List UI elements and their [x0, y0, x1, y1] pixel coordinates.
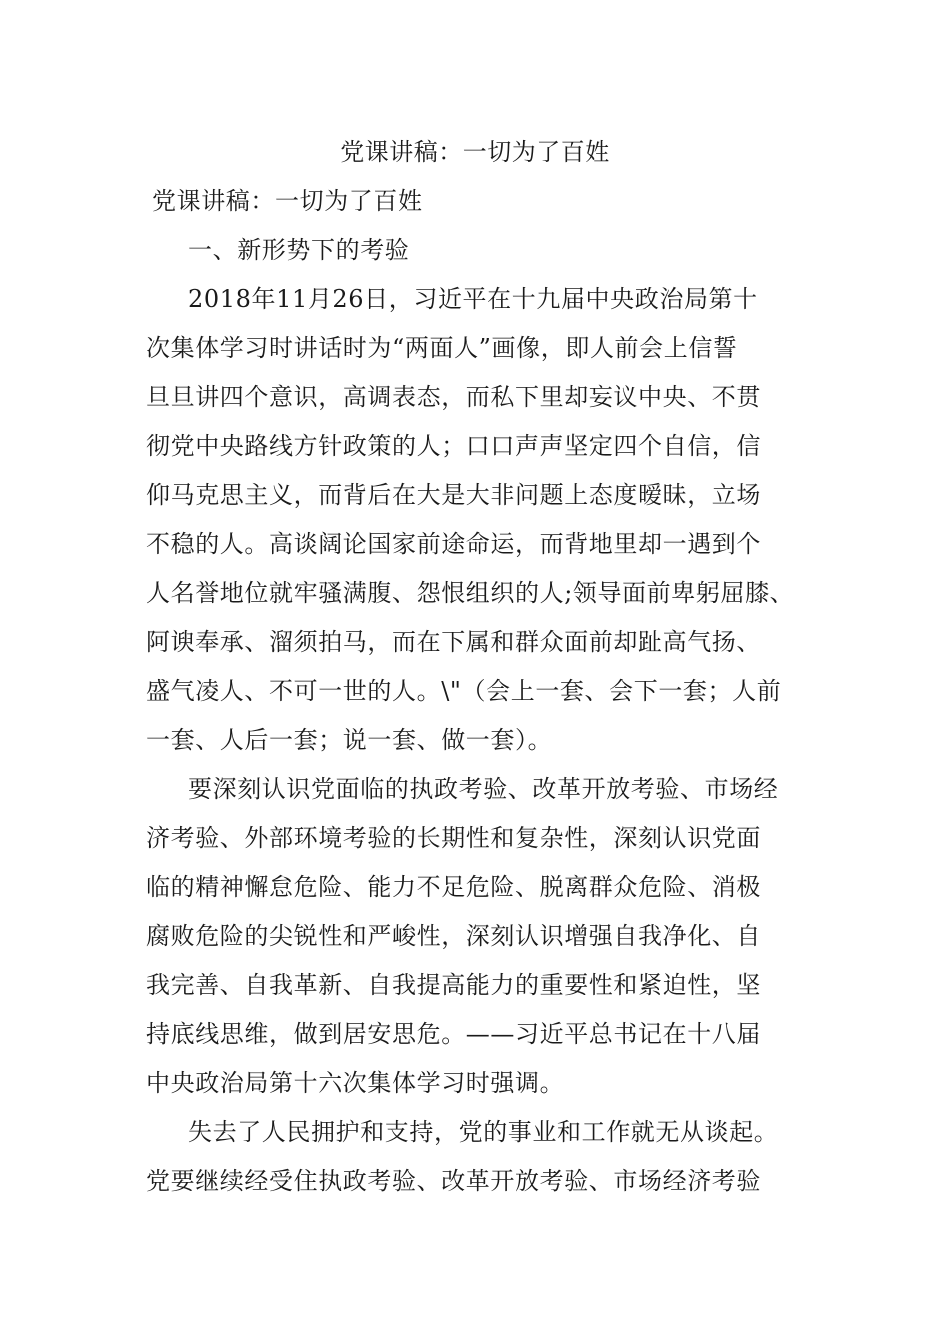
paragraph-line: 济考验、外部环境考验的长期性和复杂性，深刻认识党面 — [146, 824, 761, 852]
paragraph-line: 旦旦讲四个意识，高调表态，而私下里却妄议中央、不贯 — [146, 383, 761, 411]
paragraph-line: 中央政治局第十六次集体学习时强调。 — [146, 1069, 565, 1097]
paragraph-3 — [146, 1114, 826, 1212]
document-title: 党课讲稿：一切为了百姓 — [340, 138, 610, 166]
paragraph-line: 党要继续经受住执政考验、改革开放考验、市场经济考验 — [146, 1167, 761, 1195]
paragraph-1 — [146, 281, 826, 771]
document-body — [146, 183, 826, 1212]
document-subtitle: 党课讲稿：一切为了百姓 — [152, 187, 423, 215]
paragraph-line: 2018年11月26日，习近平在十九届中央政治局第十 — [188, 285, 758, 313]
paragraph-line: 不稳的人。高谈阔论国家前途命运，而背地里却一遇到个 — [146, 530, 761, 558]
paragraph-line: 要深刻认识党面临的执政考验、改革开放考验、市场经 — [188, 775, 779, 803]
paragraph-line: 临的精神懈怠危险、能力不足危险、脱离群众危险、消极 — [146, 873, 761, 901]
paragraph-line: 持底线思维，做到居安思危。——习近平总书记在十八届 — [146, 1020, 761, 1048]
paragraph-line: 次集体学习时讲话时为“两面人”画像，即人前会上信誓 — [146, 334, 738, 362]
paragraph-line: 阿谀奉承、溜须拍马，而在下属和群众面前却趾高气扬、 — [146, 628, 761, 656]
section-heading: 一、新形势下的考验 — [188, 236, 410, 264]
paragraph-line: 一套、人后一套；说一套、做一套）。 — [146, 726, 553, 754]
paragraph-line: 彻党中央路线方针政策的人；口口声声坚定四个自信，信 — [146, 432, 761, 460]
paragraph-line: 盛气凌人、不可一世的人。\"（会上一套、会下一套；人前 — [146, 677, 782, 705]
paragraph-2 — [146, 771, 826, 1114]
paragraph-line: 仰马克思主义，而背后在大是大非问题上态度暧昧，立场 — [146, 481, 761, 509]
paragraph-line: 腐败危险的尖锐性和严峻性，深刻认识增强自我净化、自 — [146, 922, 761, 950]
paragraph-line: 失去了人民拥护和支持，党的事业和工作就无从谈起。 — [188, 1118, 779, 1146]
paragraph-line: 我完善、自我革新、自我提高能力的重要性和紧迫性，坚 — [146, 971, 761, 999]
paragraph-line: 人名誉地位就牢骚满腹、怨恨组织的人;领导面前卑躬屈膝、 — [146, 579, 795, 607]
